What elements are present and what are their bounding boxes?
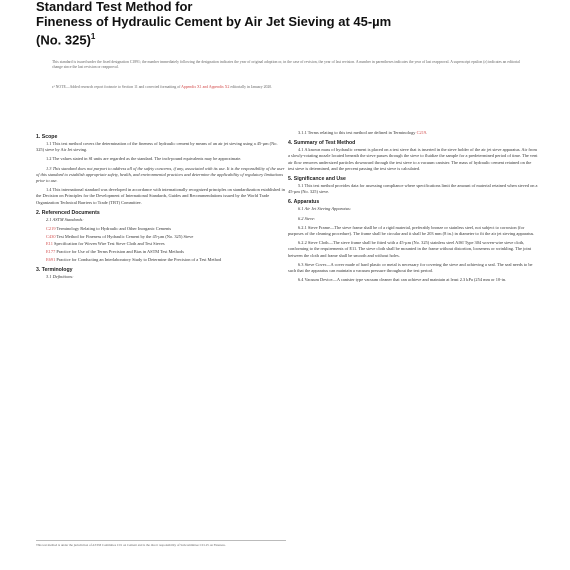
paragraph-5-1: 5.1 This test method provides data for assessing compliance where specifications limit the amount of material retained when sieved on a 45-µm (No. 325) sieve. xyxy=(288,183,538,195)
paragraph-6-4: 6.4 Vacuum Device—A canister type vacuum cleaner that can achieve and maintain at least 2.3 kPa (254 mm or 10-in. xyxy=(298,277,507,283)
reference-text: Specification for Woven Wire Test Sieve Cloth and Test Sieves xyxy=(54,241,165,247)
reference-item xyxy=(46,234,286,240)
paragraph-1-4: 1.4 This international standard was developed in accordance with internationally recognized principles on standardization established in the Decision on Principles for the Development of International Standards, Guides and Recommendations issued by the World Trade Organization Technical Barriers to Trade (TBT) Committee. xyxy=(36,187,285,205)
epsilon-note-prefix: ε¹ NOTE—Added research report footnote to Section 11 and corrected formatting of xyxy=(52,85,181,89)
document-header xyxy=(36,0,536,47)
left-column xyxy=(36,130,286,283)
reference-code[interactable]: C219 xyxy=(46,226,56,232)
paragraph-6-1: 6.1 Air Jet Sieving Apparatus: xyxy=(298,206,352,212)
section-heading-referenced-documents: 2. Referenced Documents xyxy=(36,209,100,216)
reference-item xyxy=(46,257,286,263)
paragraph-6-3: 6.3 Sieve Cover—A cover made of hard plastic or metal is necessary for covering the sieve and achieving a seal. The seal needs to be such that the apparatus can maintain a vacuum pressure throughout the test period. xyxy=(288,261,533,274)
epsilon-note-ref[interactable]: Appendix X1 and Appendix X2 xyxy=(181,85,230,89)
section-heading-terminology: 3. Terminology xyxy=(36,267,73,274)
terminology-ref-link[interactable]: C219 xyxy=(416,130,427,135)
reference-item xyxy=(46,226,286,232)
reference-item xyxy=(46,249,286,255)
reference-code[interactable]: C430 xyxy=(46,233,56,239)
section-heading-scope: 1. Scope xyxy=(36,134,58,140)
paragraph-6-2-2: 6.2.2 Sieve Cloth—The sieve frame shall be fitted with a 45-µm (No. 325) stainless steel AISI Type 304 woven-wire sieve cloth, conforming to the requirements of E11. The sieve cloth shall be mounted in the frame without distortion, looseness or wrinkling. The joint between the cloth and frame shall be smooth and without holes. xyxy=(288,240,532,258)
epsilon-note-suffix: editorially in January 2020. xyxy=(230,85,273,89)
reference-code[interactable]: E177 xyxy=(46,249,56,255)
right-column xyxy=(288,130,538,286)
title-footnote-mark: 1 xyxy=(90,32,96,41)
reference-text: Test Method for Fineness of Hydraulic Cement by the 45-µm (No. 325) Sieve xyxy=(56,233,194,239)
section-heading-significance: 5. Significance and Use xyxy=(288,176,346,183)
title-prefix: Standard Test Method for xyxy=(36,0,193,14)
paragraph-6-2: 6.2 Sieve: xyxy=(298,215,316,221)
paragraph-1-3: 1.3 This standard does not purport to address all of the safety concerns, if any, associated with its use. It is the responsibility of the user of this standard to establish appropriate safety, health, and environmental practices and determine the applicability of regulatory limitations prior to use. xyxy=(36,165,285,184)
paragraph-3-1: 3.1 Definitions: xyxy=(46,274,74,280)
document-title xyxy=(36,14,536,47)
section-heading-apparatus: 6. Apparatus xyxy=(288,199,320,206)
paragraph-3-1-1: 3.1.1 Terms relating to this test method are defined in Terminology C219. xyxy=(298,130,428,135)
reference-item xyxy=(46,241,286,247)
astm-standards-label: 2.1 ASTM Standards: xyxy=(46,216,84,222)
paragraph-1-1: 1.1 This test method covers the determination of the fineness of hydraulic cement by means of an air jet sieving using a 45-µm (No. 325) sieve by Air Jet sieving. xyxy=(36,141,278,153)
reference-text: Practice for Use of the Terms Precision and Bias in ASTM Test Methods xyxy=(56,249,184,255)
title-line-main: Fineness of Hydraulic Cement by Air Jet Sieving at 45-µm xyxy=(36,14,392,29)
paragraph-1-2: 1.2 The values stated in SI units are regarded as the standard. The inch-pound equivalents may be approximate. xyxy=(46,156,242,162)
paragraph-3-1-1-text: 3.1.1 Terms relating to this test method are defined in Terminology xyxy=(298,130,416,135)
epsilon-note xyxy=(52,85,522,90)
reference-text: Terminology Relating to Hydraulic and Other Inorganic Cements xyxy=(56,226,172,232)
footnote: This test method is under the jurisdiction of ASTM Committee C01 on Cement and is the direct responsibility of Subcommittee C01.25 on Fineness. xyxy=(36,540,286,548)
section-heading-summary: 4. Summary of Test Method xyxy=(288,140,356,147)
paragraph-4-1: 4.1 A known mass of hydraulic cement is placed on a test sieve that is inserted in the sieve holder of the air jet sieve apparatus. Air from a slowly-rotating nozzle located beneath the sieve passes through the sieve to fluidize the sample for a predetermined period of time. The vent air flow removes undersized particles downward through the test sieve to a vacuum canister. The mass of hydraulic cement retained on the test sieve is determined, and the percent passing the test sieve is calculated. xyxy=(288,147,538,171)
paragraph-6-2-1: 6.2.1 Sieve Frame—The sieve frame shall be of a rigid material, preferably bronze or stainless steel, not subject to corrosion (for purposes of the cleaning procedure). The frame shall be circular and it shall be 203 mm (8 in.) in diameter to fit the air jet sieving apparatus. xyxy=(288,224,535,237)
reference-text: Practice for Conducting an Interlaboratory Study to Determine the Precision of a Test Method xyxy=(56,256,222,262)
title-line-sieve: (No. 325) xyxy=(36,32,91,48)
reference-code[interactable]: E691 xyxy=(46,256,56,262)
designation-notice: This standard is issued under the fixed designation C1891; the number immediately following the designation indicates the year of original adoption or, in the case of revision, the year of last revision. A number in parentheses indicates the year of last reapproval. A superscript epsilon (ε) indicates an editorial change since the last revision or reapproval. xyxy=(52,60,520,70)
reference-code[interactable]: E11 xyxy=(46,241,53,247)
